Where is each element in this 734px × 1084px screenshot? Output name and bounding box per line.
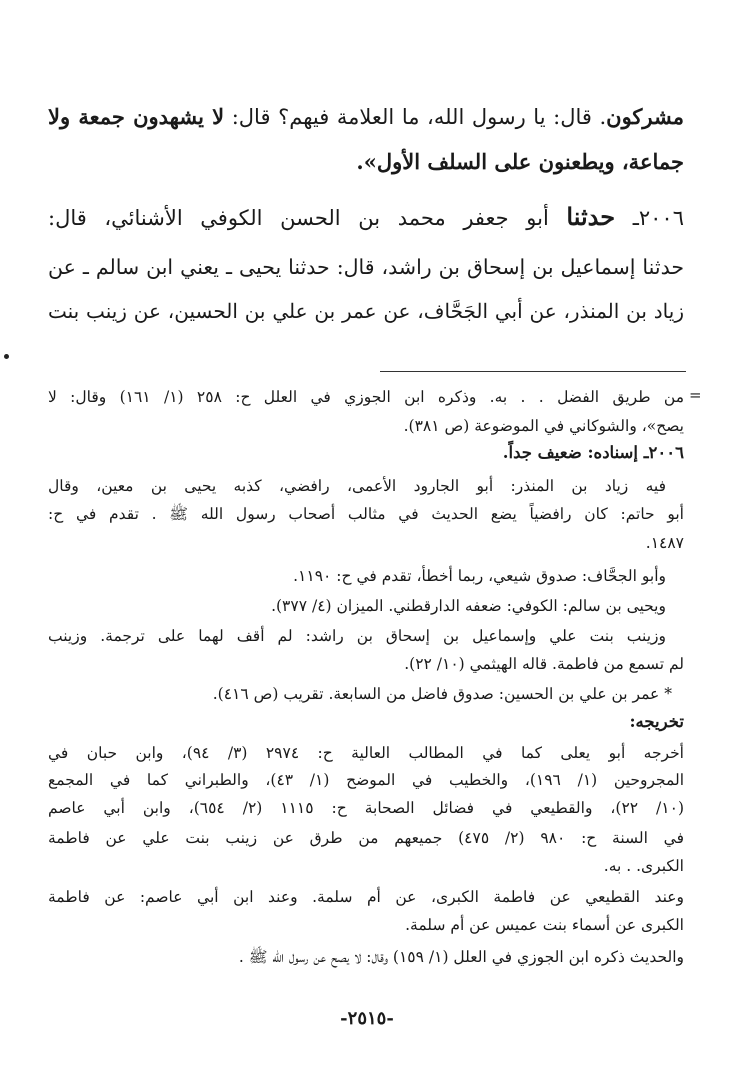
footnote-line: في السنة ح: ٩٨٠ (٢/ ٤٧٥) جميعهم من طرق عن زينب بنت علي عن فاطمة — [48, 829, 684, 847]
page-number: -٢٥١٥- — [340, 1008, 394, 1029]
footnote-separator — [380, 371, 686, 372]
footnote-line: ويحيى بن سالم: الكوفي: ضعفه الدارقطني. الميزان (٤/ ٣٧٧). — [271, 597, 666, 615]
text-run: أبو جعفر محمد بن الحسن الكوفي الأشنائي، قال: — [48, 206, 567, 230]
hadith-number: ٢٠٠٦ـ — [615, 206, 684, 230]
main-text-line-3 — [48, 202, 684, 233]
footnote-line: من طريق الفضل . . به. وذكره ابن الجوزي في العلل ح: ٢٥٨ (١/ ١٦١) وقال: لا — [48, 388, 685, 406]
footnote-line: الكبرى. . به. — [603, 857, 684, 875]
footnote-line: لم تسمع من فاطمة. قاله الهيثمي (١٠/ ٢٢). — [404, 655, 684, 673]
main-text-line-2: جماعة، ويطعنون على السلف الأول». — [356, 149, 684, 174]
footnote-line: أخرجه أبو يعلى كما في المطالب العالية ح: ٢٩٧٤ (٣/ ٩٤)، وابن حبان في — [48, 744, 684, 762]
footnote-line: (١٠/ ٢٢)، والقطيعي في فضائل الصحابة ح: ١١١٥ (٢/ ٦٥٤)، وابن أبي عاصم — [48, 799, 684, 817]
text-run: . قال: يا رسول الله، ما العلامة فيهم؟ قال: — [224, 105, 607, 129]
bold-word: مشركون — [606, 104, 684, 129]
footnote-line: أبو حاتم: كان رافضياً يضع الحديث في مثالب أصحاب رسول الله ﷺ . تقدم في ح: — [48, 505, 684, 523]
takhrij-heading: تخريجه: — [629, 712, 684, 731]
footnote-line: وأبو الجحَّاف: صدوق شيعي، ربما أخطأ، تقدم في ح: ١١٩٠. — [293, 567, 666, 585]
footnote-line: وزينب بنت علي وإسماعيل بن إسحاق بن راشد: لم أقف لهما على ترجمة. وزينب — [48, 627, 666, 645]
footnote-line: فيه زياد بن المنذر: أبو الجارود الأعمى، رافضي، كذبه يحيى بن معين، وقال — [48, 477, 666, 495]
margin-dot — [4, 354, 9, 359]
main-text-line-5: زياد بن المنذر، عن أبي الجَحَّاف، عن عمر بن علي بن الحسين، عن زينب بنت — [48, 299, 684, 323]
footnote-line: ٢٠٠٦ـ إسناده: ضعيف جداً. — [502, 443, 684, 462]
haddathana-word: حدثنا — [566, 202, 616, 231]
footnote-line: المجروحين (١/ ١٩٦)، والخطيب في الموضح (١/ ٤٣)، والطبراني كما في المجمع — [48, 771, 684, 789]
footnote-line: الكبرى عن أسماء بنت عميس عن أم سلمة. — [405, 916, 684, 934]
main-text-line-4: حدثنا إسماعيل بن إسحاق بن راشد، قال: حدثنا يحيى ـ يعني ابن سالم ـ عن — [48, 255, 684, 279]
footnote-line: * عمر بن علي بن الحسين: صدوق فاضل من السابعة. تقريب (ص ٤١٦). — [212, 685, 672, 703]
bold-phrase: لا يشهدون جمعة ولا — [48, 104, 225, 129]
footnote-line: يصح»، والشوكاني في الموضوعة (ص ٣٨١). — [403, 417, 684, 435]
footnote-line: والحديث ذكره ابن الجوزي في العلل (١/ ١٥٩) وقال: لا يصح عن رسول الله ﷺ . — [238, 948, 684, 966]
continuation-mark: = — [689, 386, 702, 404]
footnote-line: ١٤٨٧. — [645, 534, 684, 552]
footnote-line: وعند القطيعي عن فاطمة الكبرى، عن أم سلمة. وعند ابن أبي عاصم: عن فاطمة — [48, 888, 684, 906]
main-text-line-1 — [48, 102, 684, 132]
